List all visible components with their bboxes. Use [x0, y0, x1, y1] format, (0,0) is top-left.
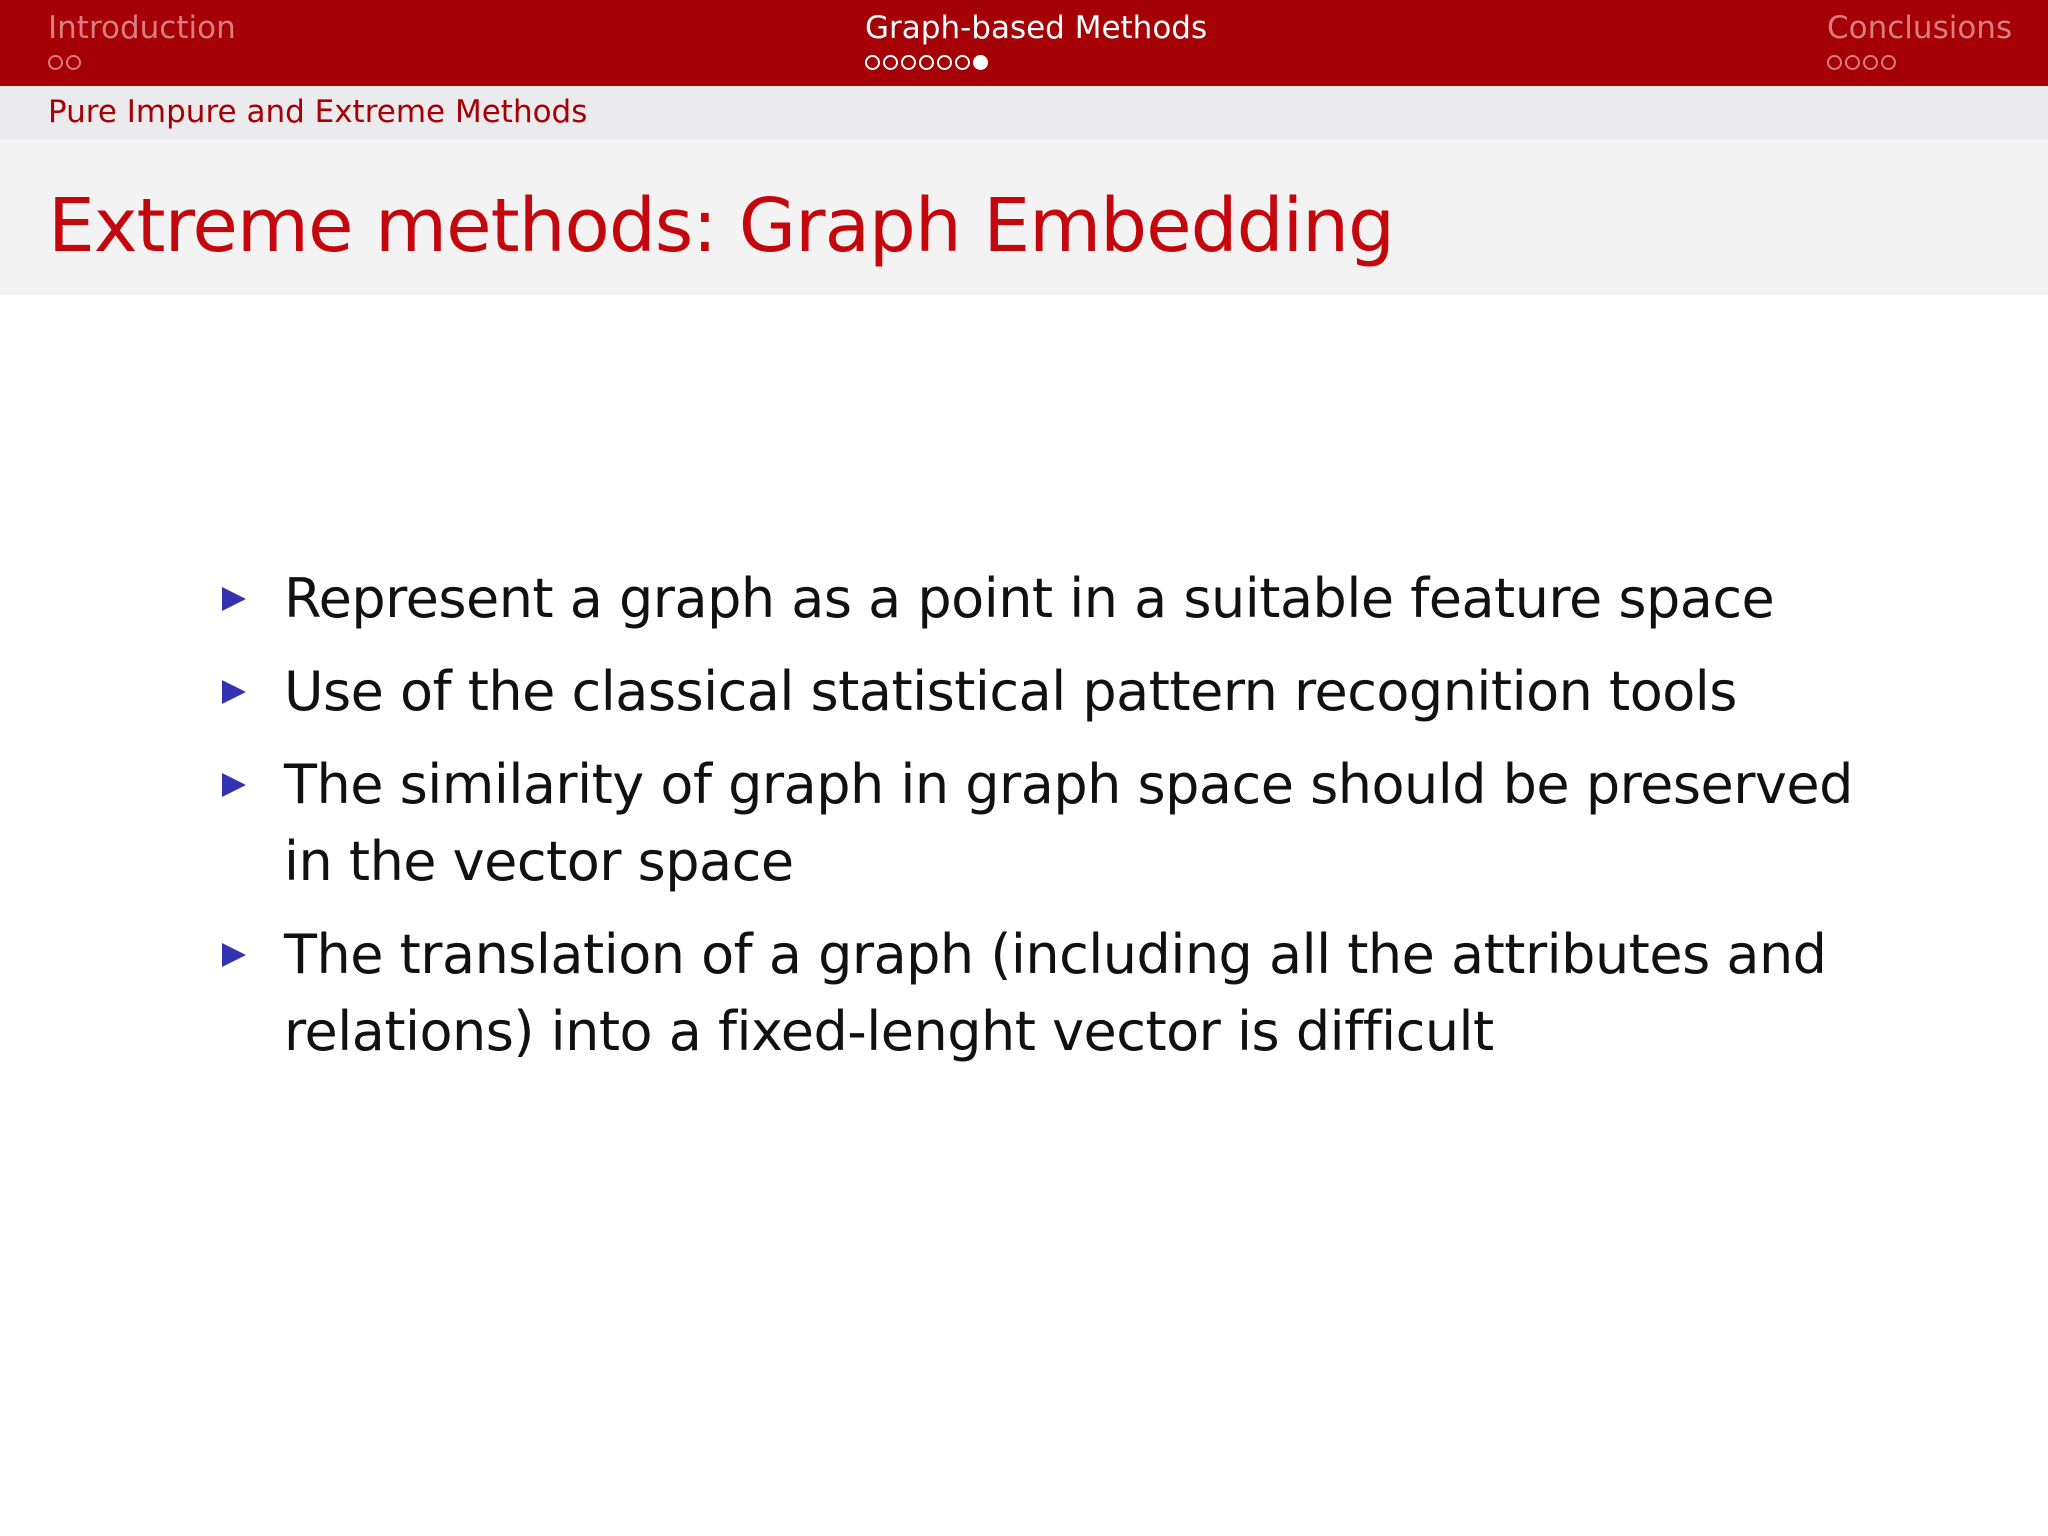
frame-dot[interactable]	[1881, 55, 1896, 70]
frame-dot[interactable]	[48, 55, 63, 70]
frame-dot[interactable]	[865, 55, 880, 70]
nav-frame-dots	[48, 53, 236, 71]
frame-title-bar	[0, 139, 2048, 295]
triangle-bullet-icon	[222, 587, 246, 611]
bullet-text: Use of the classical statistical pattern recognition tools	[284, 660, 1737, 723]
bullet-item	[218, 653, 1878, 730]
frame-dot[interactable]	[955, 55, 970, 70]
frame-dot[interactable]	[1845, 55, 1860, 70]
frame-dot[interactable]	[1863, 55, 1878, 70]
nav-section-conclusions[interactable]	[1827, 8, 2012, 71]
nav-frame-dots	[865, 53, 1207, 71]
nav-section-introduction[interactable]	[48, 8, 236, 71]
triangle-bullet-icon	[222, 773, 246, 797]
frame-dot[interactable]	[883, 55, 898, 70]
nav-section-graph-based-methods[interactable]	[865, 8, 1207, 71]
frame-dot[interactable]	[1827, 55, 1842, 70]
triangle-bullet-icon	[222, 680, 246, 704]
nav-section-title[interactable]: Conclusions	[1827, 10, 2013, 46]
frame-dot[interactable]	[66, 55, 81, 70]
bullet-item	[218, 916, 1878, 1070]
bullet-item	[218, 560, 1878, 637]
bullet-text: The similarity of graph in graph space should be preserved in the vector space	[284, 753, 1853, 893]
subsection-title: Pure Impure and Extreme Methods	[48, 94, 588, 130]
frame-dot[interactable]	[937, 55, 952, 70]
frame-dot[interactable]	[901, 55, 916, 70]
section-navigation-bar	[0, 0, 2048, 86]
frame-dot[interactable]	[919, 55, 934, 70]
nav-section-title[interactable]: Introduction	[48, 10, 236, 46]
subsection-bar	[0, 86, 2048, 139]
frame-dot-current[interactable]	[973, 55, 988, 70]
bullet-item	[218, 746, 1878, 900]
bullet-text: Represent a graph as a point in a suitable feature space	[284, 567, 1775, 630]
nav-section-title[interactable]: Graph-based Methods	[865, 10, 1208, 46]
nav-frame-dots	[1827, 53, 2012, 71]
bullet-text: The translation of a graph (including all the attributes and relations) into a fixed-lenght vector is difficult	[284, 923, 1827, 1063]
bullet-list	[218, 560, 1878, 1086]
triangle-bullet-icon	[222, 943, 246, 967]
slide-title: Extreme methods: Graph Embedding	[48, 183, 1395, 269]
